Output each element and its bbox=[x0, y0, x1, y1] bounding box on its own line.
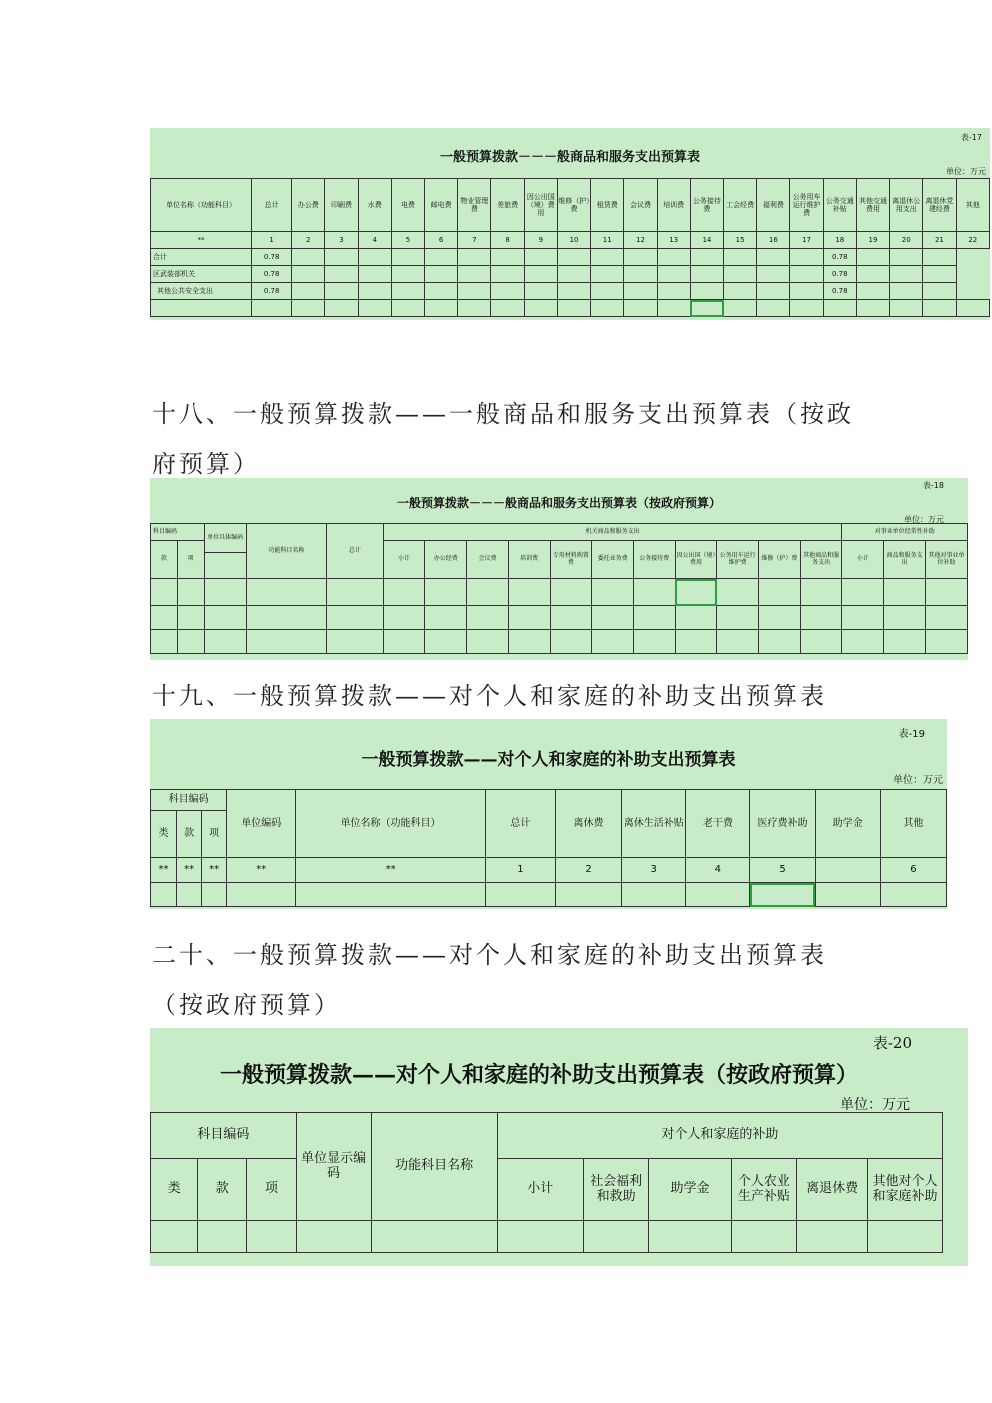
section-heading-20-cont: （按政府预算） bbox=[152, 991, 341, 1019]
header-cell: 离退休党建经费 bbox=[923, 179, 956, 232]
unit-label: 单位：万元 bbox=[946, 167, 986, 176]
table-cell: ** bbox=[177, 858, 202, 883]
header-cell: 其他商品和服务支出 bbox=[800, 541, 842, 579]
table-20 bbox=[150, 1112, 943, 1253]
table-cell: 4 bbox=[686, 858, 750, 883]
header-cell: 单位名称（功能科目） bbox=[151, 179, 252, 232]
table-cell: 15 bbox=[724, 232, 757, 249]
header-cell: 类 bbox=[151, 811, 177, 858]
header-cell: 单位显示编码 bbox=[296, 1113, 371, 1221]
header-cell: 项 bbox=[177, 541, 204, 579]
table-cell: 1 bbox=[252, 232, 292, 249]
table-cell: 19 bbox=[856, 232, 889, 249]
table-cell: 2 bbox=[292, 232, 325, 249]
table-cell: 6 bbox=[880, 858, 946, 883]
header-cell: 总计 bbox=[485, 790, 555, 858]
header-cell: 办公费 bbox=[292, 179, 325, 232]
header-cell: 款 bbox=[198, 1159, 247, 1221]
table-title: 一般预算拨款——对个人和家庭的补助支出预算表（按政府预算） bbox=[219, 1062, 858, 1088]
header-cell: 公务接待费 bbox=[690, 179, 723, 232]
header-cell: 离休生活补贴 bbox=[622, 790, 686, 858]
header-cell: 离休费 bbox=[555, 790, 621, 858]
header-cell: 印刷费 bbox=[325, 179, 358, 232]
code-group-header: 科目编码 bbox=[151, 790, 227, 811]
table-cell: ** bbox=[296, 858, 485, 883]
header-cell: 水费 bbox=[358, 179, 391, 232]
table-cell: 20 bbox=[890, 232, 923, 249]
table-row bbox=[151, 266, 990, 283]
table-title: 一般预算拨款——对个人和家庭的补助支出预算表 bbox=[361, 750, 736, 770]
row-col19: 0.78 bbox=[823, 249, 856, 266]
header-cell: 其他 bbox=[956, 179, 989, 232]
table-cell: 5 bbox=[391, 232, 424, 249]
group-header: 机关商品和服务支出 bbox=[383, 524, 842, 541]
table-tag: 表-20 bbox=[872, 1034, 912, 1052]
table-19 bbox=[150, 789, 947, 907]
table-cell: 3 bbox=[325, 232, 358, 249]
header-cell: 小计 bbox=[497, 1159, 583, 1221]
table-cell: 7 bbox=[458, 232, 491, 249]
header-cell: 邮电费 bbox=[425, 179, 458, 232]
table-cell: ** bbox=[151, 858, 177, 883]
row-label: 其他公共安全支出 bbox=[151, 283, 252, 300]
selected-cell[interactable] bbox=[690, 300, 723, 317]
table-row bbox=[151, 1221, 943, 1253]
header-cell: 助学金 bbox=[649, 1159, 731, 1221]
header-cell: 维修（护）费 bbox=[759, 541, 801, 579]
header-cell: 单位名称（功能科目） bbox=[296, 790, 485, 858]
header-cell: 电费 bbox=[391, 179, 424, 232]
index-row bbox=[151, 232, 990, 249]
header-cell: 会议费 bbox=[624, 179, 657, 232]
header-cell: 款 bbox=[177, 811, 202, 858]
table-cell: 16 bbox=[757, 232, 790, 249]
table-cell: 8 bbox=[491, 232, 524, 249]
header-cell: 租赁费 bbox=[591, 179, 624, 232]
header-cell: 功能科目名称 bbox=[371, 1113, 497, 1221]
row-col19: 0.78 bbox=[823, 266, 856, 283]
table-17-panel bbox=[150, 128, 990, 320]
header-cell: 单位编码 bbox=[227, 790, 296, 858]
selected-cell[interactable] bbox=[750, 883, 815, 907]
header-cell: 会议费 bbox=[467, 541, 509, 579]
header-cell: 类 bbox=[151, 1159, 198, 1221]
table-17 bbox=[150, 178, 990, 317]
table-title: 一般预算拨款－－－般商品和服务支出预算表 bbox=[439, 150, 700, 165]
header-cell: 工会经费 bbox=[724, 179, 757, 232]
table-row bbox=[151, 300, 990, 317]
header-cell: 因公出国（境）费用 bbox=[524, 179, 557, 232]
index-row bbox=[151, 858, 947, 883]
table-title: 一般预算拨款－－－般商品和服务支出预算表（按政府预算） bbox=[396, 496, 721, 510]
header-cell: 助学金 bbox=[815, 790, 880, 858]
table-cell bbox=[815, 858, 880, 883]
table-row bbox=[151, 579, 968, 606]
header-cell: 个人农业生产补贴 bbox=[731, 1159, 797, 1221]
header-cell: 其他交通费用 bbox=[856, 179, 889, 232]
table-row bbox=[151, 630, 968, 654]
table-cell: 22 bbox=[956, 232, 989, 249]
section-heading-18: 十八、一般预算拨款——一般商品和服务支出预算表（按政 bbox=[152, 400, 854, 428]
header-cell: 单位具体编码 bbox=[204, 524, 246, 553]
table-cell: 10 bbox=[557, 232, 590, 249]
header-cell: 总计 bbox=[327, 524, 384, 579]
row-total: 0.78 bbox=[252, 283, 292, 300]
section-heading-20: 二十、一般预算拨款——对个人和家庭的补助支出预算表 bbox=[152, 941, 827, 969]
table-cell: 13 bbox=[657, 232, 690, 249]
table-cell: 11 bbox=[591, 232, 624, 249]
header-cell: 因公出国（境）费用 bbox=[675, 541, 717, 579]
header-cell: 总计 bbox=[252, 179, 292, 232]
table-cell: 4 bbox=[358, 232, 391, 249]
table-19-panel bbox=[150, 719, 947, 909]
header-cell: 培训费 bbox=[508, 541, 550, 579]
table-row bbox=[151, 606, 968, 630]
header-cell: 培训费 bbox=[657, 179, 690, 232]
header-cell: 公务交通补贴 bbox=[823, 179, 856, 232]
code-group-header: 科目编码 bbox=[151, 1113, 297, 1159]
table-18 bbox=[150, 523, 968, 654]
table-cell: 14 bbox=[690, 232, 723, 249]
header-cell: 功能科目名称 bbox=[246, 524, 326, 579]
header-cell: 物业管理费 bbox=[458, 179, 491, 232]
table-cell: 3 bbox=[622, 858, 686, 883]
table-cell: 5 bbox=[750, 858, 815, 883]
table-18-panel bbox=[150, 478, 968, 660]
table-20-panel bbox=[150, 1028, 968, 1266]
header-cell: 其他 bbox=[880, 790, 946, 858]
row-total: 0.78 bbox=[252, 249, 292, 266]
row-col19: 0.78 bbox=[823, 283, 856, 300]
table-cell: 6 bbox=[425, 232, 458, 249]
table-cell: ** bbox=[202, 858, 227, 883]
header-cell: 项 bbox=[247, 1159, 296, 1221]
header-cell: 办公经费 bbox=[425, 541, 467, 579]
header-cell: 社会福利和救助 bbox=[583, 1159, 649, 1221]
header-cell: 公务接待费 bbox=[633, 541, 675, 579]
header-cell: 其他对个人和家庭补助 bbox=[867, 1159, 942, 1221]
header-cell: 离退休费 bbox=[797, 1159, 868, 1221]
row-total: 0.78 bbox=[252, 266, 292, 283]
table-tag: 表-18 bbox=[922, 481, 944, 490]
header-cell: 其他对事业单位补助 bbox=[926, 541, 968, 579]
row-label: 区武装部机关 bbox=[151, 266, 252, 283]
table-cell: 2 bbox=[555, 858, 621, 883]
table-row bbox=[151, 883, 947, 907]
header-cell: 福利费 bbox=[757, 179, 790, 232]
header-cell: 款 bbox=[151, 541, 178, 579]
section-heading-18-cont: 府预算） bbox=[152, 450, 260, 478]
table-tag: 表-19 bbox=[898, 729, 925, 740]
table-row bbox=[151, 283, 990, 300]
table-cell: 17 bbox=[790, 232, 823, 249]
header-cell: 离退休公用支出 bbox=[890, 179, 923, 232]
table-cell: ** bbox=[151, 232, 252, 249]
group-header: 对个人和家庭的补助 bbox=[497, 1113, 942, 1159]
row-label: 合计 bbox=[151, 249, 252, 266]
code-group-header: 科目编码 bbox=[151, 524, 205, 541]
header-cell: 差旅费 bbox=[491, 179, 524, 232]
table-row bbox=[151, 249, 990, 266]
unit-label: 单位：万元 bbox=[893, 775, 943, 786]
table-cell: 21 bbox=[923, 232, 956, 249]
header-row bbox=[151, 179, 990, 232]
selected-cell[interactable] bbox=[675, 579, 717, 606]
header-cell: 医疗费补助 bbox=[750, 790, 815, 858]
header-cell: 小计 bbox=[842, 541, 884, 579]
header-cell: 委托业务费 bbox=[592, 541, 634, 579]
header-cell: 商品和服务支出 bbox=[884, 541, 926, 579]
header-cell: 专用材料购置费 bbox=[550, 541, 592, 579]
table-cell: 1 bbox=[485, 858, 555, 883]
header-cell: 小计 bbox=[383, 541, 425, 579]
unit-label: 单位：万元 bbox=[904, 515, 944, 524]
header-cell: 维修（护）费 bbox=[557, 179, 590, 232]
section-heading-19: 十九、一般预算拨款——对个人和家庭的补助支出预算表 bbox=[152, 682, 827, 710]
header-cell: 公务用车运行维护费 bbox=[717, 541, 759, 579]
table-cell: 18 bbox=[823, 232, 856, 249]
header-cell: 公务用车运行维护费 bbox=[790, 179, 823, 232]
header-cell: 项 bbox=[202, 811, 227, 858]
group-header: 对事业单位经常性补助 bbox=[842, 524, 968, 541]
table-cell: 9 bbox=[524, 232, 557, 249]
unit-label: 单位：万元 bbox=[840, 1097, 910, 1113]
table-cell: ** bbox=[227, 858, 296, 883]
table-tag: 表-17 bbox=[960, 133, 982, 142]
header-cell: 老干费 bbox=[686, 790, 750, 858]
table-cell: 12 bbox=[624, 232, 657, 249]
